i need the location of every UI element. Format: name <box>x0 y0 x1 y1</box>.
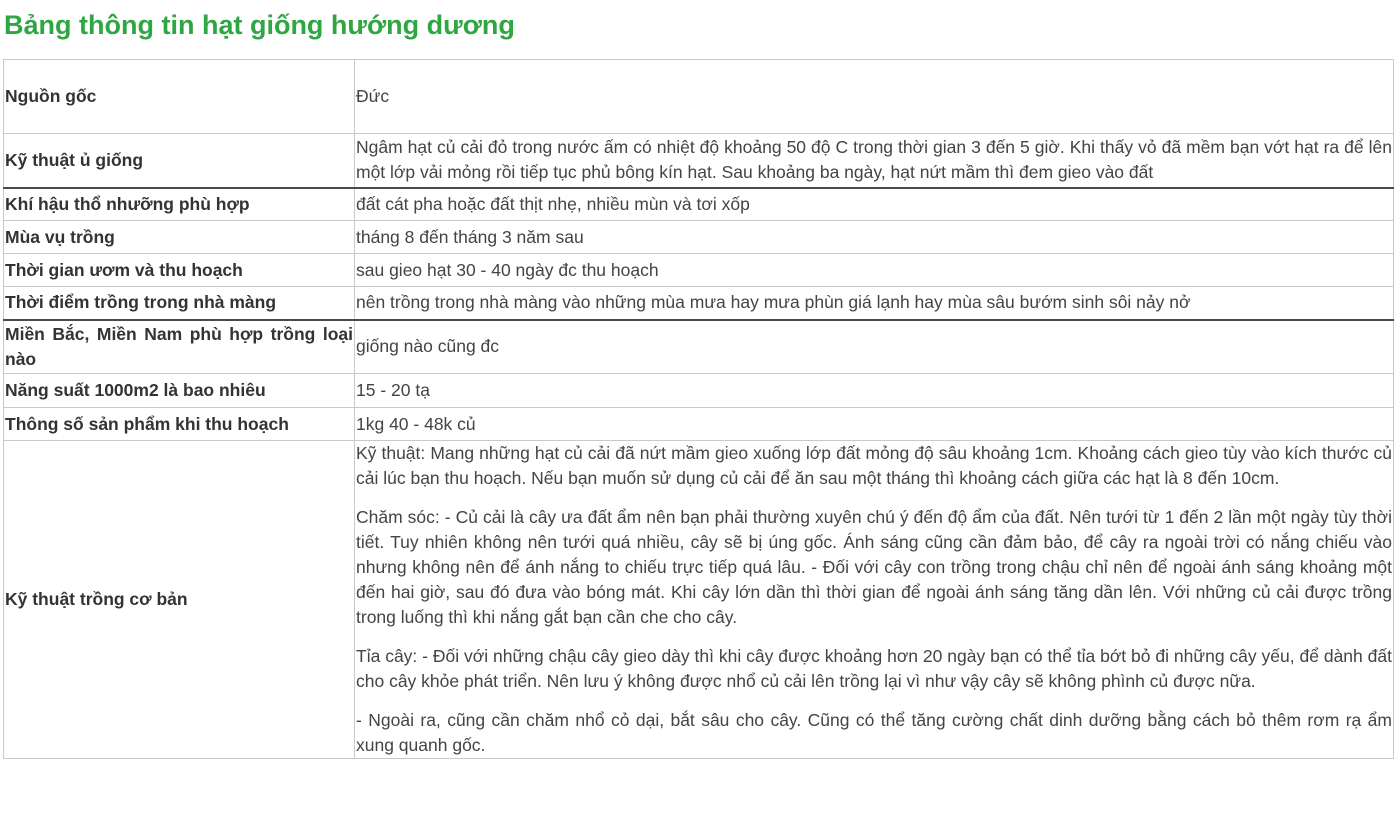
row-value-season: tháng 8 đến tháng 3 năm sau <box>355 221 1394 254</box>
row-value-product-specs: 1kg 40 - 48k củ <box>355 408 1394 441</box>
paragraph-thinning: Tỉa cây: - Đối với những chậu cây gieo dày thì khi cây được khoảng hơn 20 ngày bạn có thể tỉa bớt bỏ đi những cây yếu, để dành đất cho cây khỏe phát triển. Nên lưu ý không được nhổ củ cải lên trồng lại vì như vậy cây sẽ không phình củ được nữa. <box>356 646 1392 691</box>
paragraph-technique: Kỹ thuật: Mang những hạt củ cải đã nứt mầm gieo xuống lớp đất mỏng độ sâu khoảng 1cm. Khoảng cách gieo tùy vào kích thước củ cải lúc bạn thu hoạch. Nếu bạn muốn sử dụng củ cải để ăn sau một tháng thì khoảng cách giữa các hạt là 8 đến 10cm. <box>356 443 1392 488</box>
row-label-yield: Năng suất 1000m2 là bao nhiêu <box>4 374 355 408</box>
row-value-greenhouse: nên trồng trong nhà màng vào những mùa mưa hay mưa phùn giá lạnh hay mùa sâu bướm sinh sôi nảy nở <box>355 287 1394 320</box>
row-label-greenhouse: Thời điểm trồng trong nhà màng <box>4 287 355 320</box>
table-row <box>4 441 1394 759</box>
row-label-climate-soil: Khí hậu thổ nhưỡng phù hợp <box>4 188 355 221</box>
row-label-incubation: Kỹ thuật ủ giống <box>4 134 355 188</box>
row-label-region: Miền Bắc, Miền Nam phù hợp trồng loại nào <box>4 320 355 374</box>
seed-info-table <box>3 59 1394 759</box>
row-label-product-specs: Thông số sản phẩm khi thu hoạch <box>4 408 355 441</box>
row-label-harvest-time: Thời gian ươm và thu hoạch <box>4 254 355 287</box>
page-title: Bảng thông tin hạt giống hướng dương <box>4 10 515 40</box>
row-value-incubation: Ngâm hạt củ cải đỏ trong nước ấm có nhiệt độ khoảng 50 độ C trong thời gian 3 đến 5 giờ. Khi thấy vỏ đã mềm bạn vớt hạt ra để lên một lớp vải mỏng rồi tiếp tục phủ bông kín hạt. Sau khoảng ba ngày, hạt nứt mầm thì đem gieo vào đất <box>355 134 1394 188</box>
table-row <box>4 408 1394 441</box>
row-label-origin: Nguồn gốc <box>4 60 355 134</box>
row-value-origin: Đức <box>355 60 1394 134</box>
row-value-yield: 15 - 20 tạ <box>355 374 1394 408</box>
row-label-season: Mùa vụ trồng <box>4 221 355 254</box>
table-row <box>4 221 1394 254</box>
row-value-climate-soil: đất cát pha hoặc đất thịt nhẹ, nhiều mùn và tơi xốp <box>355 188 1394 221</box>
table-row <box>4 374 1394 408</box>
paragraph-care: Chăm sóc: - Củ cải là cây ưa đất ẩm nên bạn phải thường xuyên chú ý đến độ ẩm của đất. Nên tưới từ 1 đến 2 lần một ngày tùy thời tiết. Tuy nhiên không nên tưới quá nhiều, cây sẽ bị úng gốc. Ánh sáng cũng cần đảm bảo, để cây ra ngoài trời có nắng chiếu vào nhưng không nên để ánh nắng to chiếu trực tiếp quá lâu. - Đối với cây con trồng trong chậu chỉ nên để ngoài ánh sáng khoảng một đến hai giờ, sau đó đưa vào bóng mát. Khi cây lớn dần thì thời gian để ngoài ánh sáng tăng dần lên. Với những củ cải được trồng trong luống thì khi nắng gắt bạn cần che cho cây. <box>356 507 1392 627</box>
row-label-basic-technique: Kỹ thuật trồng cơ bản <box>4 441 355 759</box>
row-value-region: giống nào cũng đc <box>355 320 1394 374</box>
table-row <box>4 287 1394 320</box>
paragraph-other: - Ngoài ra, cũng cần chăm nhổ cỏ dại, bắt sâu cho cây. Cũng có thể tăng cường chất dinh dưỡng bằng cách bỏ thêm rơm rạ ẩm xung quanh gốc. <box>356 710 1392 755</box>
table-row <box>4 60 1394 134</box>
row-value-harvest-time: sau gieo hạt 30 - 40 ngày đc thu hoạch <box>355 254 1394 287</box>
table-row <box>4 320 1394 374</box>
table-row <box>4 134 1394 188</box>
table-row <box>4 254 1394 287</box>
table-row <box>4 188 1394 221</box>
row-value-basic-technique <box>355 441 1394 759</box>
